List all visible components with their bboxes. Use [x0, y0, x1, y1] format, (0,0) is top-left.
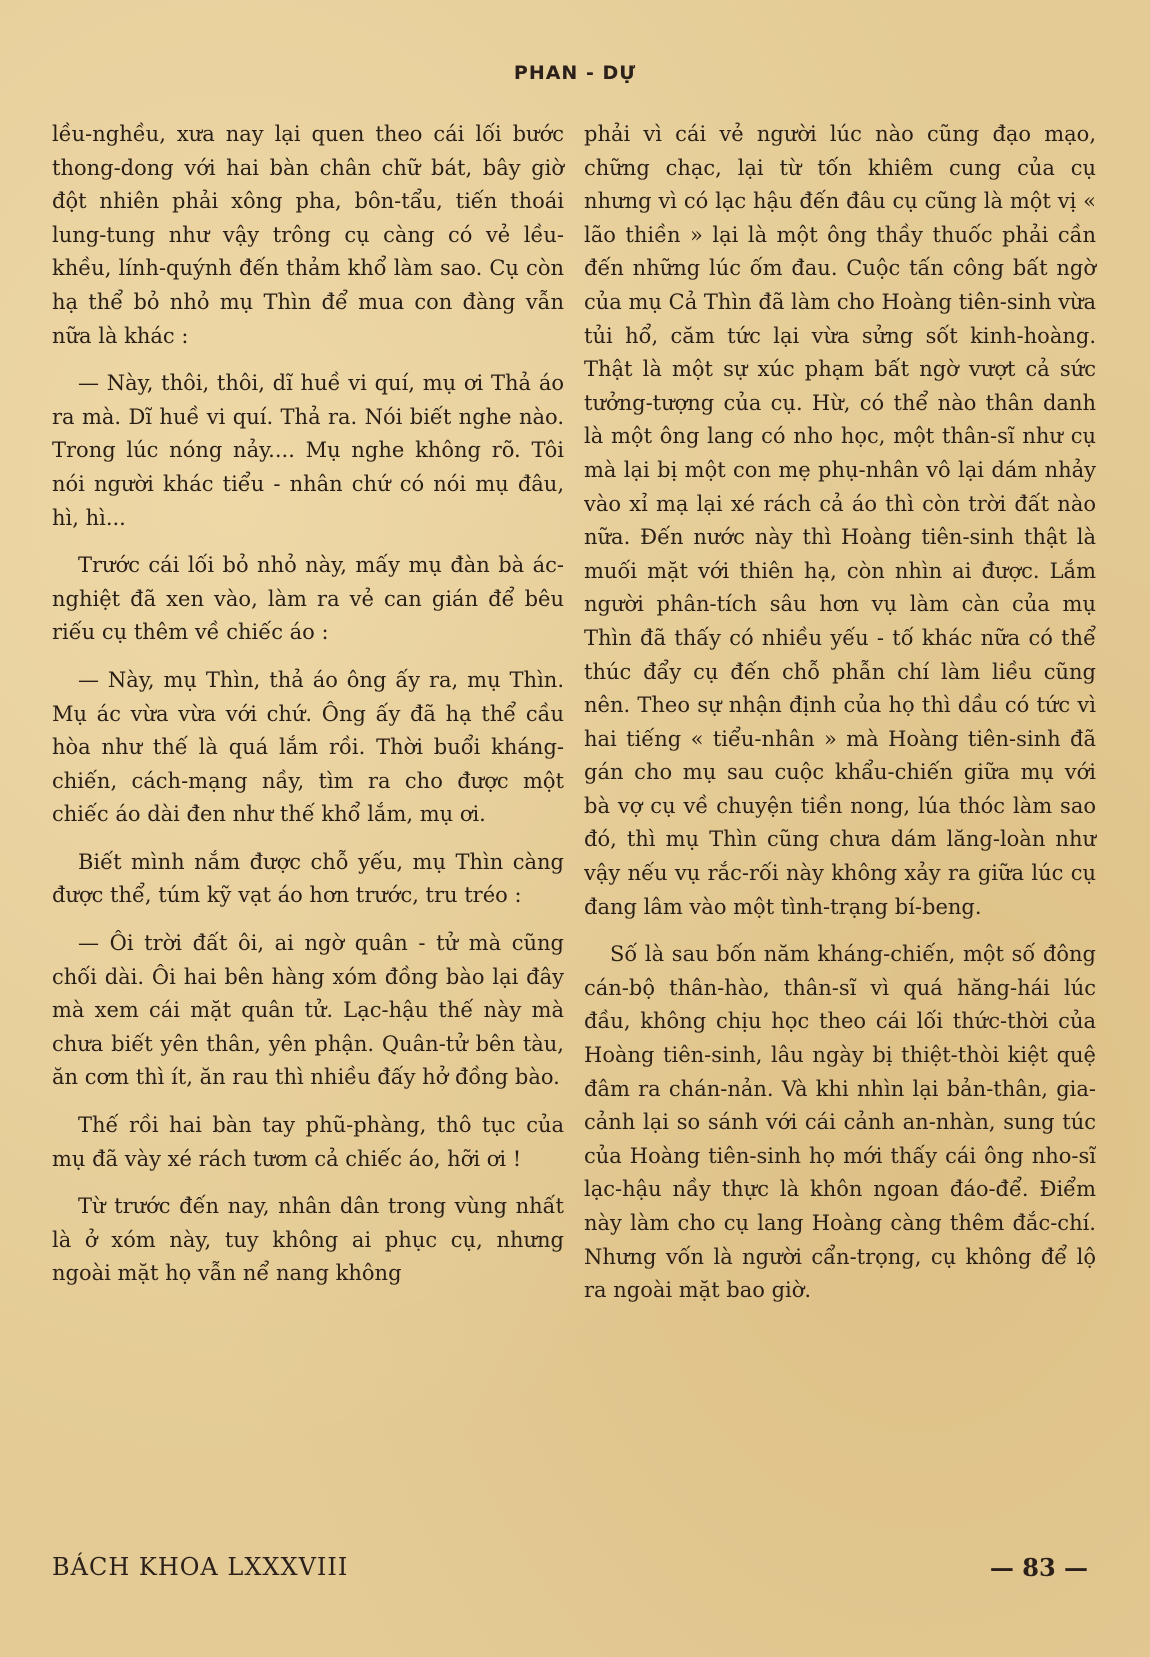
paragraph: Số là sau bốn năm kháng-chiến, một số đông cán-bộ thân-hào, thân-sĩ vì quá hăng-hái lúc đầu, không chịu học theo cái lối thức-thời của Hoàng tiên-sinh, lâu ngày bị thiệt-thòi kiệt quệ đâm ra chán-nản. Và khi nhìn lại bản-thân, gia-cảnh lại so sánh với cái cảnh an-nhàn, sung túc của Hoàng tiên-sinh họ mới thấy cái ông nho-sĩ lạc-hậu nầy thực là khôn ngoan đáo-để. Điểm này làm cho cụ lang Hoàng càng thêm đắc-chí. Nhưng vốn là người cẩn-trọng, cụ không để lộ ra ngoài mặt bao giờ.: [584, 942, 1096, 1303]
paragraph: — Ôi trời đất ôi, ai ngờ quân - tử mà cũng chối dài. Ôi hai bên hàng xóm đồng bào lại đây mà xem cái mặt quân tử. Lạc-hậu thế này mà chưa biết yên thân, yên phận. Quân-tử bên tàu, ăn cơm thì ít, ăn rau thì nhiều đấy hở đồng bào.: [52, 931, 564, 1090]
magazine-footer: BÁCH KHOA LXXXVIII: [52, 1553, 349, 1581]
page-number: — 83 —: [989, 1553, 1088, 1582]
paragraph: Biết mình nắm được chỗ yếu, mụ Thìn càng được thể, túm kỹ vạt áo hơn trước, tru tréo :: [52, 849, 564, 908]
page-header: PHAN - DỰ: [513, 62, 637, 84]
paragraph: Từ trước đến nay, nhân dân trong vùng nhất là ở xóm này, tuy không ai phục cụ, nhưng ngoài mặt họ vẫn nể nang không: [52, 1194, 564, 1286]
right-column: [584, 118, 1096, 1322]
paragraph: phải vì cái vẻ người lúc nào cũng đạo mạo, chững chạc, lại từ tốn khiêm cung của cụ nhưng vì có lạc hậu đến đâu cụ cũng là một vị « lão thiền » lại là một ông thầy thuốc phải cần đến những lúc ốm đau. Cuộc tấn công bất ngờ của mụ Cả Thìn đã làm cho Hoàng tiên-sinh vừa tủi hổ, căm tức lại vừa sửng sốt kinh-hoàng. Thật là một sự xúc phạm bất ngờ vượt cả sức tưởng-tượng của cụ. Hừ, có thể nào thân danh là một ông lang có nho học, một thân-sĩ như cụ mà lại bị một con mẹ phụ-nhân vô lại dám nhảy vào xỉ mạ lại xé rách cả áo thì còn trời đất nào nữa. Đến nước này thì Hoàng tiên-sinh thật là muối mặt với thiên hạ, còn nhìn ai được. Lắm người phân-tích sâu hơn vụ làm càn của mụ Thìn đã thấy có nhiều yếu - tố khác nữa có thể thúc đẩy cụ đến chỗ phẫn chí làm liều cũng nên. Theo sự nhận định của họ thì dầu có tức vì hai tiếng « tiểu-nhân » mà Hoàng tiên-sinh đã gán cho mụ sau cuộc khẩu-chiến giữa mụ với bà vợ cụ về chuyện tiền nong, lúa thóc làm sao đó, thì mụ Thìn cũng chưa dám lăng-loàn như vậy nếu vụ rắc-rối này không xảy ra giữa lúc cụ đang lâm vào một tình-trạng bí-beng.: [584, 122, 1096, 919]
paragraph: Thế rồi hai bàn tay phũ-phàng, thô tục của mụ đã vày xé rách tươm cả chiếc áo, hỡi ơi !: [52, 1113, 564, 1171]
paragraph: Trước cái lối bỏ nhỏ này, mấy mụ đàn bà ác-nghiệt đã xen vào, làm ra vẻ can gián để bêu riếu cụ thêm về chiếc áo :: [52, 553, 564, 645]
paragraph: — Này, thôi, thôi, dĩ huề vi quí, mụ ơi Thả áo ra mà. Dĩ huề vi quí. Thả ra. Nói biết nghe nào. Trong lúc nóng nảy.... Mụ nghe không rõ. Tôi nói người khác tiểu - nhân chứ có nói mụ đâu, hì, hì...: [52, 371, 564, 530]
paragraph: — Này, mụ Thìn, thả áo ông ấy ra, mụ Thìn. Mụ ác vừa vừa với chứ. Ông ấy đã hạ thể cầu hòa như thế là quá lắm rồi. Thời buổi kháng-chiến, cách-mạng nầy, tìm ra cho được một chiếc áo dài đen như thế khổ lắm, mụ ơi.: [52, 667, 564, 827]
left-column: [52, 118, 564, 1305]
paragraph: lều-nghều, xưa nay lại quen theo cái lối bước thong-dong với hai bàn chân chữ bát, bây giờ đột nhiên phải xông pha, bôn-tẩu, tiến thoái lung-tung như vậy trông cụ càng có vẻ lều-khều, lính-quýnh đến thảm khổ làm sao. Cụ còn hạ thể bỏ nhỏ mụ Thìn để mua con đàng vẫn nữa là khác :: [52, 122, 564, 348]
